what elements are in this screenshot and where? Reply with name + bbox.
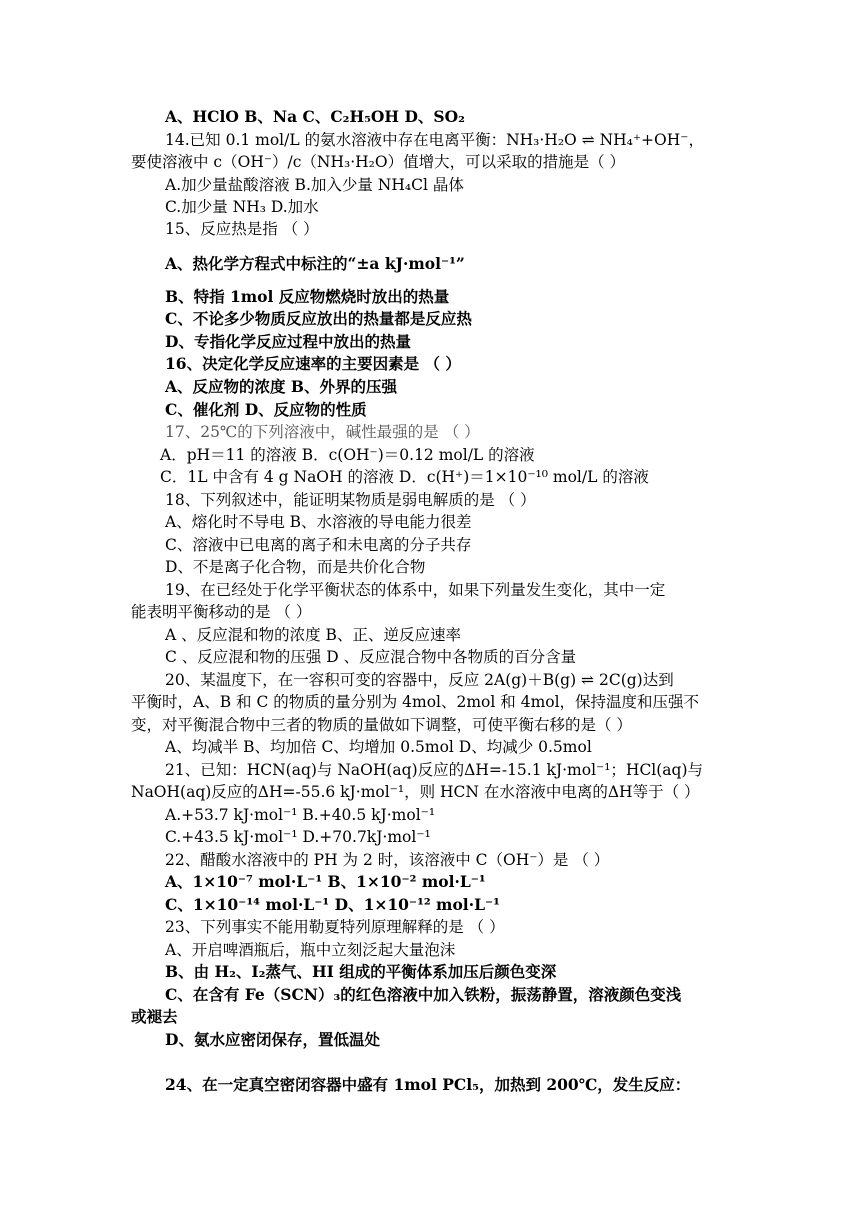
q17-stem: 17、25℃的下列溶液中，碱性最强的是 （ ）: [165, 423, 480, 441]
q20-options: A、均减半 B、均加倍 C、均增加 0.5mol D、均减少 0.5mol: [165, 738, 592, 756]
q15-option-c: C、不论多少物质反应放出的热量都是反应热: [165, 309, 472, 328]
q17-options-ab: A．pH＝11 的溶液 B．c(OH⁻)＝0.12 mol/L 的溶液: [160, 446, 535, 464]
q18-stem: 18、下列叙述中，能证明某物质是弱电解质的是 （ ）: [165, 491, 536, 509]
q15-option-a: A、热化学方程式中标注的“±a kJ·mol⁻¹”: [165, 254, 465, 273]
q19-options-ab: A 、反应混和物的浓度 B、正、逆反应速率: [165, 626, 461, 644]
q20-stem-line1: 20、某温度下，在一容积可变的容器中，反应 2A(g)＋B(g) ⇌ 2C(g)达到: [165, 671, 674, 689]
q18-option-c: C、溶液中已电离的离子和未电离的分子共存: [165, 536, 472, 554]
q15-stem: 15、反应热是指 （ ）: [165, 220, 319, 238]
q23-option-c-line2: 或褪去: [131, 1007, 178, 1026]
q21-stem-line1: 21、已知：HCN(aq)与 NaOH(aq)反应的ΔH=-15.1 kJ·mol⁻¹；HCl(aq)与: [165, 761, 704, 779]
q23-stem: 23、下列事实不能用勒夏特列原理解释的是 （ ）: [165, 918, 505, 936]
q14-stem-line1: 14.已知 0.1 mol/L 的氨水溶液中存在电离平衡：NH₃·H₂O ⇌ NH₄⁺+OH⁻，: [165, 131, 704, 149]
q20-stem-line3: 变，对平衡混合物中三者的物质的量做如下调整，可使平衡右移的是（ ）: [131, 716, 632, 734]
q19-stem-line1: 19、在已经处于化学平衡状态的体系中，如果下列量发生变化，其中一定: [165, 581, 666, 599]
q20-stem-line2: 平衡时，A、B 和 C 的物质的量分别为 4mol、2mol 和 4mol，保持温度和压强不: [131, 693, 700, 711]
q23-option-c-line1: C、在含有 Fe（SCN）₃的红色溶液中加入铁粉，振荡静置，溶液颜色变浅: [165, 985, 682, 1004]
q13-options: A、HClO B、Na C、C₂H₅OH D、SO₂: [165, 107, 465, 126]
q19-options-cd: C 、反应混和物的压强 D 、反应混合物中各物质的百分含量: [165, 648, 577, 666]
q17-options-cd: C．1L 中含有 4 g NaOH 的溶液 D．c(H⁺)＝1×10⁻¹⁰ mol/L 的溶液: [160, 468, 649, 486]
q22-options-ab: A、1×10⁻⁷ mol·L⁻¹ B、1×10⁻² mol·L⁻¹: [165, 872, 486, 891]
q18-option-d: D、不是离子化合物，而是共价化合物: [165, 558, 426, 576]
q15-option-b: B、特指 1mol 反应物燃烧时放出的热量: [165, 287, 450, 306]
q23-option-d: D、氨水应密闭保存，置低温处: [165, 1030, 380, 1049]
q16-options-ab: A、反应物的浓度 B、外界的压强: [165, 377, 398, 396]
q22-stem: 22、醋酸水溶液中的 PH 为 2 时，该溶液中 C（OH⁻）是 （ ）: [165, 851, 610, 869]
q21-options-cd: C.+43.5 kJ·mol⁻¹ D.+70.7kJ·mol⁻¹: [165, 828, 431, 846]
q14-options-cd: C.加少量 NH₃ D.加水: [165, 198, 319, 216]
q24-stem: 24、在一定真空密闭容器中盛有 1mol PCl₅，加热到 200℃，发生反应：: [165, 1075, 691, 1094]
q21-options-ab: A.+53.7 kJ·mol⁻¹ B.+40.5 kJ·mol⁻¹: [165, 806, 436, 824]
q16-options-cd: C、催化剂 D、反应物的性质: [165, 400, 367, 419]
q21-stem-line2: NaOH(aq)反应的ΔH=-55.6 kJ·mol⁻¹，则 HCN 在水溶液中电离的ΔH等于（ ）: [131, 783, 700, 801]
q16-stem: 16、决定化学反应速率的主要因素是 （ ）: [165, 354, 461, 373]
q23-option-b: B、由 H₂、I₂蒸气、HI 组成的平衡体系加压后颜色变深: [165, 962, 557, 981]
q23-option-a: A、开启啤酒瓶后，瓶中立刻泛起大量泡沫: [165, 941, 456, 959]
q14-options-ab: A.加少量盐酸溶液 B.加入少量 NH₄Cl 晶体: [165, 176, 464, 194]
q22-options-cd: C、1×10⁻¹⁴ mol·L⁻¹ D、1×10⁻¹² mol·L⁻¹: [165, 895, 500, 914]
q19-stem-line2: 能表明平衡移动的是 （ ）: [131, 603, 312, 621]
q14-stem-line2: 要使溶液中 c（OH⁻）/c（NH₃·H₂O）值增大，可以采取的措施是（ ）: [131, 153, 626, 171]
q15-option-d: D、专指化学反应过程中放出的热量: [165, 332, 411, 351]
q18-options-ab: A、熔化时不导电 B、水溶液的导电能力很差: [165, 513, 472, 531]
